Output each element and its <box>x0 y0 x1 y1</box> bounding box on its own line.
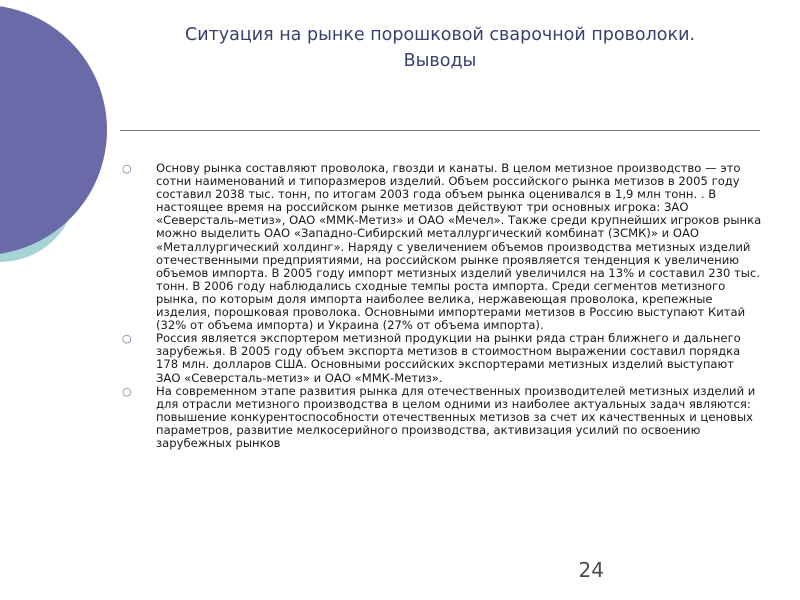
bullet-circle-icon: ○ <box>122 332 132 346</box>
title-divider <box>120 130 760 131</box>
slide-title-line-1: Ситуация на рынке порошковой сварочной проволоки. <box>184 25 696 45</box>
bullet-item <box>122 385 762 450</box>
bullet-list <box>122 162 762 450</box>
slide-title-line-2: Выводы <box>403 51 477 71</box>
slide-number: 24 <box>578 558 604 582</box>
bullet-text: Основу рынка составляют проволока, гвозди и канаты. В целом метизное производство — это сотни наименований и типоразмеров изделий. Объем российского рынка метизов в 2005 году составил 2038 тыс. тонн, по итогам 2003 года объем рынка оценивался в 1,9 млн тонн. . В настоящее время на российском рынке метизов действуют три основных игрока: ЗАО «Северсталь-метиз», ОАО «ММК-Метиз» и ОАО «Мечел». Также среди крупнейших игроков рынка можно выделить ОАО «Западно-Сибирский металлургический комбинат (ЗСМК)» и ОАО «Металлургический холдинг». Наряду с увеличением объемов производства метизных изделий отечественными предприятиями, на российском рынке проявляется тенденция к увеличению объемов импорта. В 2005 году импорт метизных изделий увеличился на 13% и составил 230 тыс. тонн. В 2006 году наблюдались сходные темпы роста импорта. Среди сегментов метизного рынка, по которым доля импорта наиболее велика, нержавеющая проволока, крепежные изделия, порошковая проволока. Основными импортерами метизов в Россию выступают Китай (32% от объема импорта) и Украина (27% от объема импорта). <box>156 161 762 333</box>
decorative-circles <box>0 0 120 330</box>
bullet-item <box>122 332 762 384</box>
bullet-item <box>122 162 762 332</box>
bullet-text: Россия является экспортером метизной продукции на рынки ряда стран ближнего и дальнего зарубежья. В 2005 году объем экспорта метизов в стоимостном выражении составил порядка 178 млн. долларов США. Основными российских экспортерами метизных изделий выступают ЗАО «Северсталь-метиз» и ОАО «ММК-Метиз». <box>156 331 741 385</box>
slide-title <box>120 22 760 74</box>
bullet-circle-icon: ○ <box>122 384 132 398</box>
bullet-circle-icon: ○ <box>122 162 132 175</box>
purple-circle <box>0 5 107 255</box>
bullet-text: На современном этапе развития рынка для отечественных производителей метизных изделий и для отрасли метизного производства в целом одними из наиболее актуальных задач являются: повышение конкурентоспособности отечественных метизов за счет их качественных и ценовых параметров, развитие мелкосерийного производства, активизация усилий по освоению зарубежных рынков <box>156 383 756 450</box>
